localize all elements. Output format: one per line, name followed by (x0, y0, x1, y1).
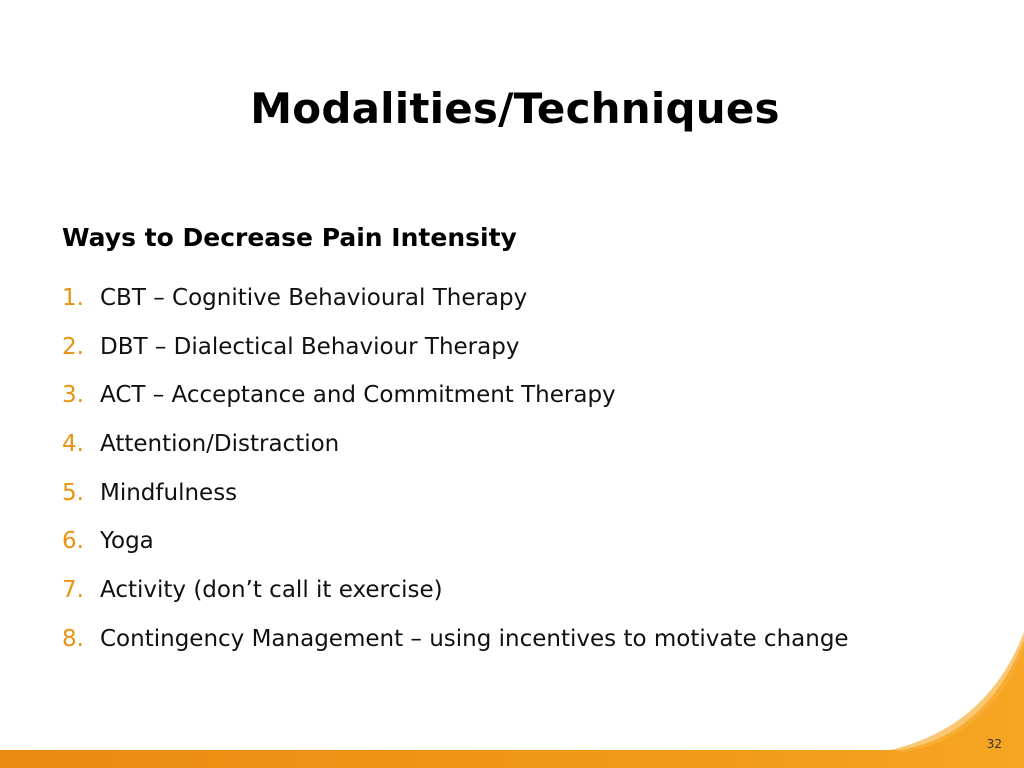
list-item-number: 4. (62, 431, 84, 458)
techniques-list (62, 285, 849, 675)
list-item (62, 285, 849, 334)
list-item-number: 6. (62, 528, 84, 555)
list-item-text: Activity (don’t call it exercise) (100, 577, 443, 604)
page-number: 32 (986, 737, 1002, 751)
list-item (62, 480, 849, 529)
list-item-number: 1. (62, 285, 84, 311)
list-item-text: Attention/Distraction (100, 431, 340, 458)
slide-title: Modalities/Techniques (250, 84, 780, 133)
list-item-number: 3. (62, 382, 84, 409)
list-item-text: Yoga (100, 528, 154, 555)
list-item-text: Mindfulness (100, 479, 238, 506)
list-item-text: Contingency Management – using incentives to motivate change (100, 625, 849, 652)
list-item-text: DBT – Dialectical Behaviour Therapy (100, 333, 520, 360)
slide-subtitle: Ways to Decrease Pain Intensity (62, 223, 517, 252)
list-item (62, 382, 849, 431)
list-item (62, 528, 849, 577)
list-item-number: 2. (62, 333, 84, 360)
list-item (62, 334, 849, 383)
list-item-number: 8. (62, 625, 84, 652)
list-item (62, 431, 849, 480)
list-item-text: CBT – Cognitive Behavioural Therapy (100, 285, 528, 311)
list-item-number: 5. (62, 479, 84, 506)
list-item-number: 7. (62, 577, 84, 604)
list-item (62, 577, 849, 626)
list-item (62, 626, 849, 675)
list-item-text: ACT – Acceptance and Commitment Therapy (100, 382, 616, 409)
